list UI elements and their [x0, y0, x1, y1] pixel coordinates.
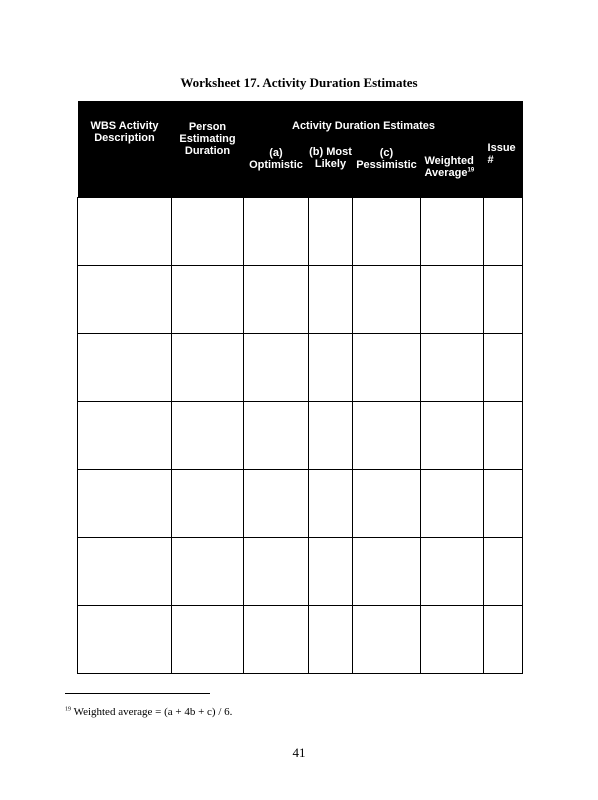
cell-pessimistic	[353, 266, 421, 334]
table-body	[78, 198, 523, 674]
cell-most-likely	[309, 402, 353, 470]
cell-most-likely	[309, 334, 353, 402]
cell-issue	[484, 538, 523, 606]
page-number: 41	[292, 745, 306, 760]
cell-pessimistic	[353, 470, 421, 538]
table-row	[78, 266, 523, 334]
cell-wbs	[78, 606, 172, 674]
cell-most-likely	[309, 266, 353, 334]
footnote-text: Weighted average = (a + 4b + c) / 6.	[73, 706, 233, 718]
cell-most-likely	[309, 470, 353, 538]
worksheet-title: Worksheet 17. Activity Duration Estimates	[180, 75, 418, 90]
cell-optimistic	[244, 198, 309, 266]
cell-person	[172, 198, 244, 266]
cell-optimistic	[244, 334, 309, 402]
header-activity-duration-estimates: Activity Duration Estimates	[244, 101, 484, 146]
cell-weighted-average	[421, 538, 484, 606]
cell-issue	[484, 606, 523, 674]
cell-weighted-average	[421, 198, 484, 266]
table-row	[78, 334, 523, 402]
cell-wbs	[78, 266, 172, 334]
cell-wbs	[78, 334, 172, 402]
cell-weighted-average	[421, 402, 484, 470]
footnote	[65, 706, 232, 718]
cell-person	[172, 606, 244, 674]
footnote-divider	[65, 693, 210, 694]
cell-issue	[484, 402, 523, 470]
cell-most-likely	[309, 198, 353, 266]
cell-weighted-average	[421, 606, 484, 674]
table-row	[78, 402, 523, 470]
cell-person	[172, 334, 244, 402]
header-optimistic: (a) Optimistic	[244, 146, 309, 198]
table-row	[78, 470, 523, 538]
activity-duration-table	[77, 101, 523, 674]
table-row	[78, 538, 523, 606]
cell-most-likely	[309, 606, 353, 674]
header-pessimistic: (c) Pessimistic	[353, 146, 421, 198]
cell-most-likely	[309, 538, 353, 606]
cell-wbs	[78, 470, 172, 538]
cell-pessimistic	[353, 538, 421, 606]
cell-person	[172, 470, 244, 538]
cell-weighted-average	[421, 470, 484, 538]
footnote-reference: 19	[467, 167, 475, 174]
table-row	[78, 606, 523, 674]
footnote-marker: 19	[65, 706, 71, 713]
cell-optimistic	[244, 538, 309, 606]
cell-pessimistic	[353, 198, 421, 266]
cell-pessimistic	[353, 334, 421, 402]
cell-optimistic	[244, 402, 309, 470]
header-most-likely: (b) Most Likely	[309, 146, 353, 198]
header-wbs-activity-description: WBS Activity Description	[78, 101, 172, 198]
header-weighted-average	[421, 146, 484, 198]
cell-issue	[484, 198, 523, 266]
cell-person	[172, 402, 244, 470]
cell-optimistic	[244, 470, 309, 538]
cell-issue	[484, 470, 523, 538]
cell-issue	[484, 266, 523, 334]
cell-person	[172, 538, 244, 606]
header-person-estimating-duration: Person Estimating Duration	[172, 101, 244, 198]
cell-weighted-average	[421, 334, 484, 402]
cell-pessimistic	[353, 606, 421, 674]
cell-weighted-average	[421, 266, 484, 334]
cell-issue	[484, 334, 523, 402]
cell-wbs	[78, 538, 172, 606]
header-weighted-average-label: Weighted Average	[424, 155, 474, 179]
cell-wbs	[78, 198, 172, 266]
cell-optimistic	[244, 266, 309, 334]
header-issue-number: Issue #	[484, 101, 523, 198]
table-row	[78, 198, 523, 266]
cell-optimistic	[244, 606, 309, 674]
cell-wbs	[78, 402, 172, 470]
cell-person	[172, 266, 244, 334]
cell-pessimistic	[353, 402, 421, 470]
